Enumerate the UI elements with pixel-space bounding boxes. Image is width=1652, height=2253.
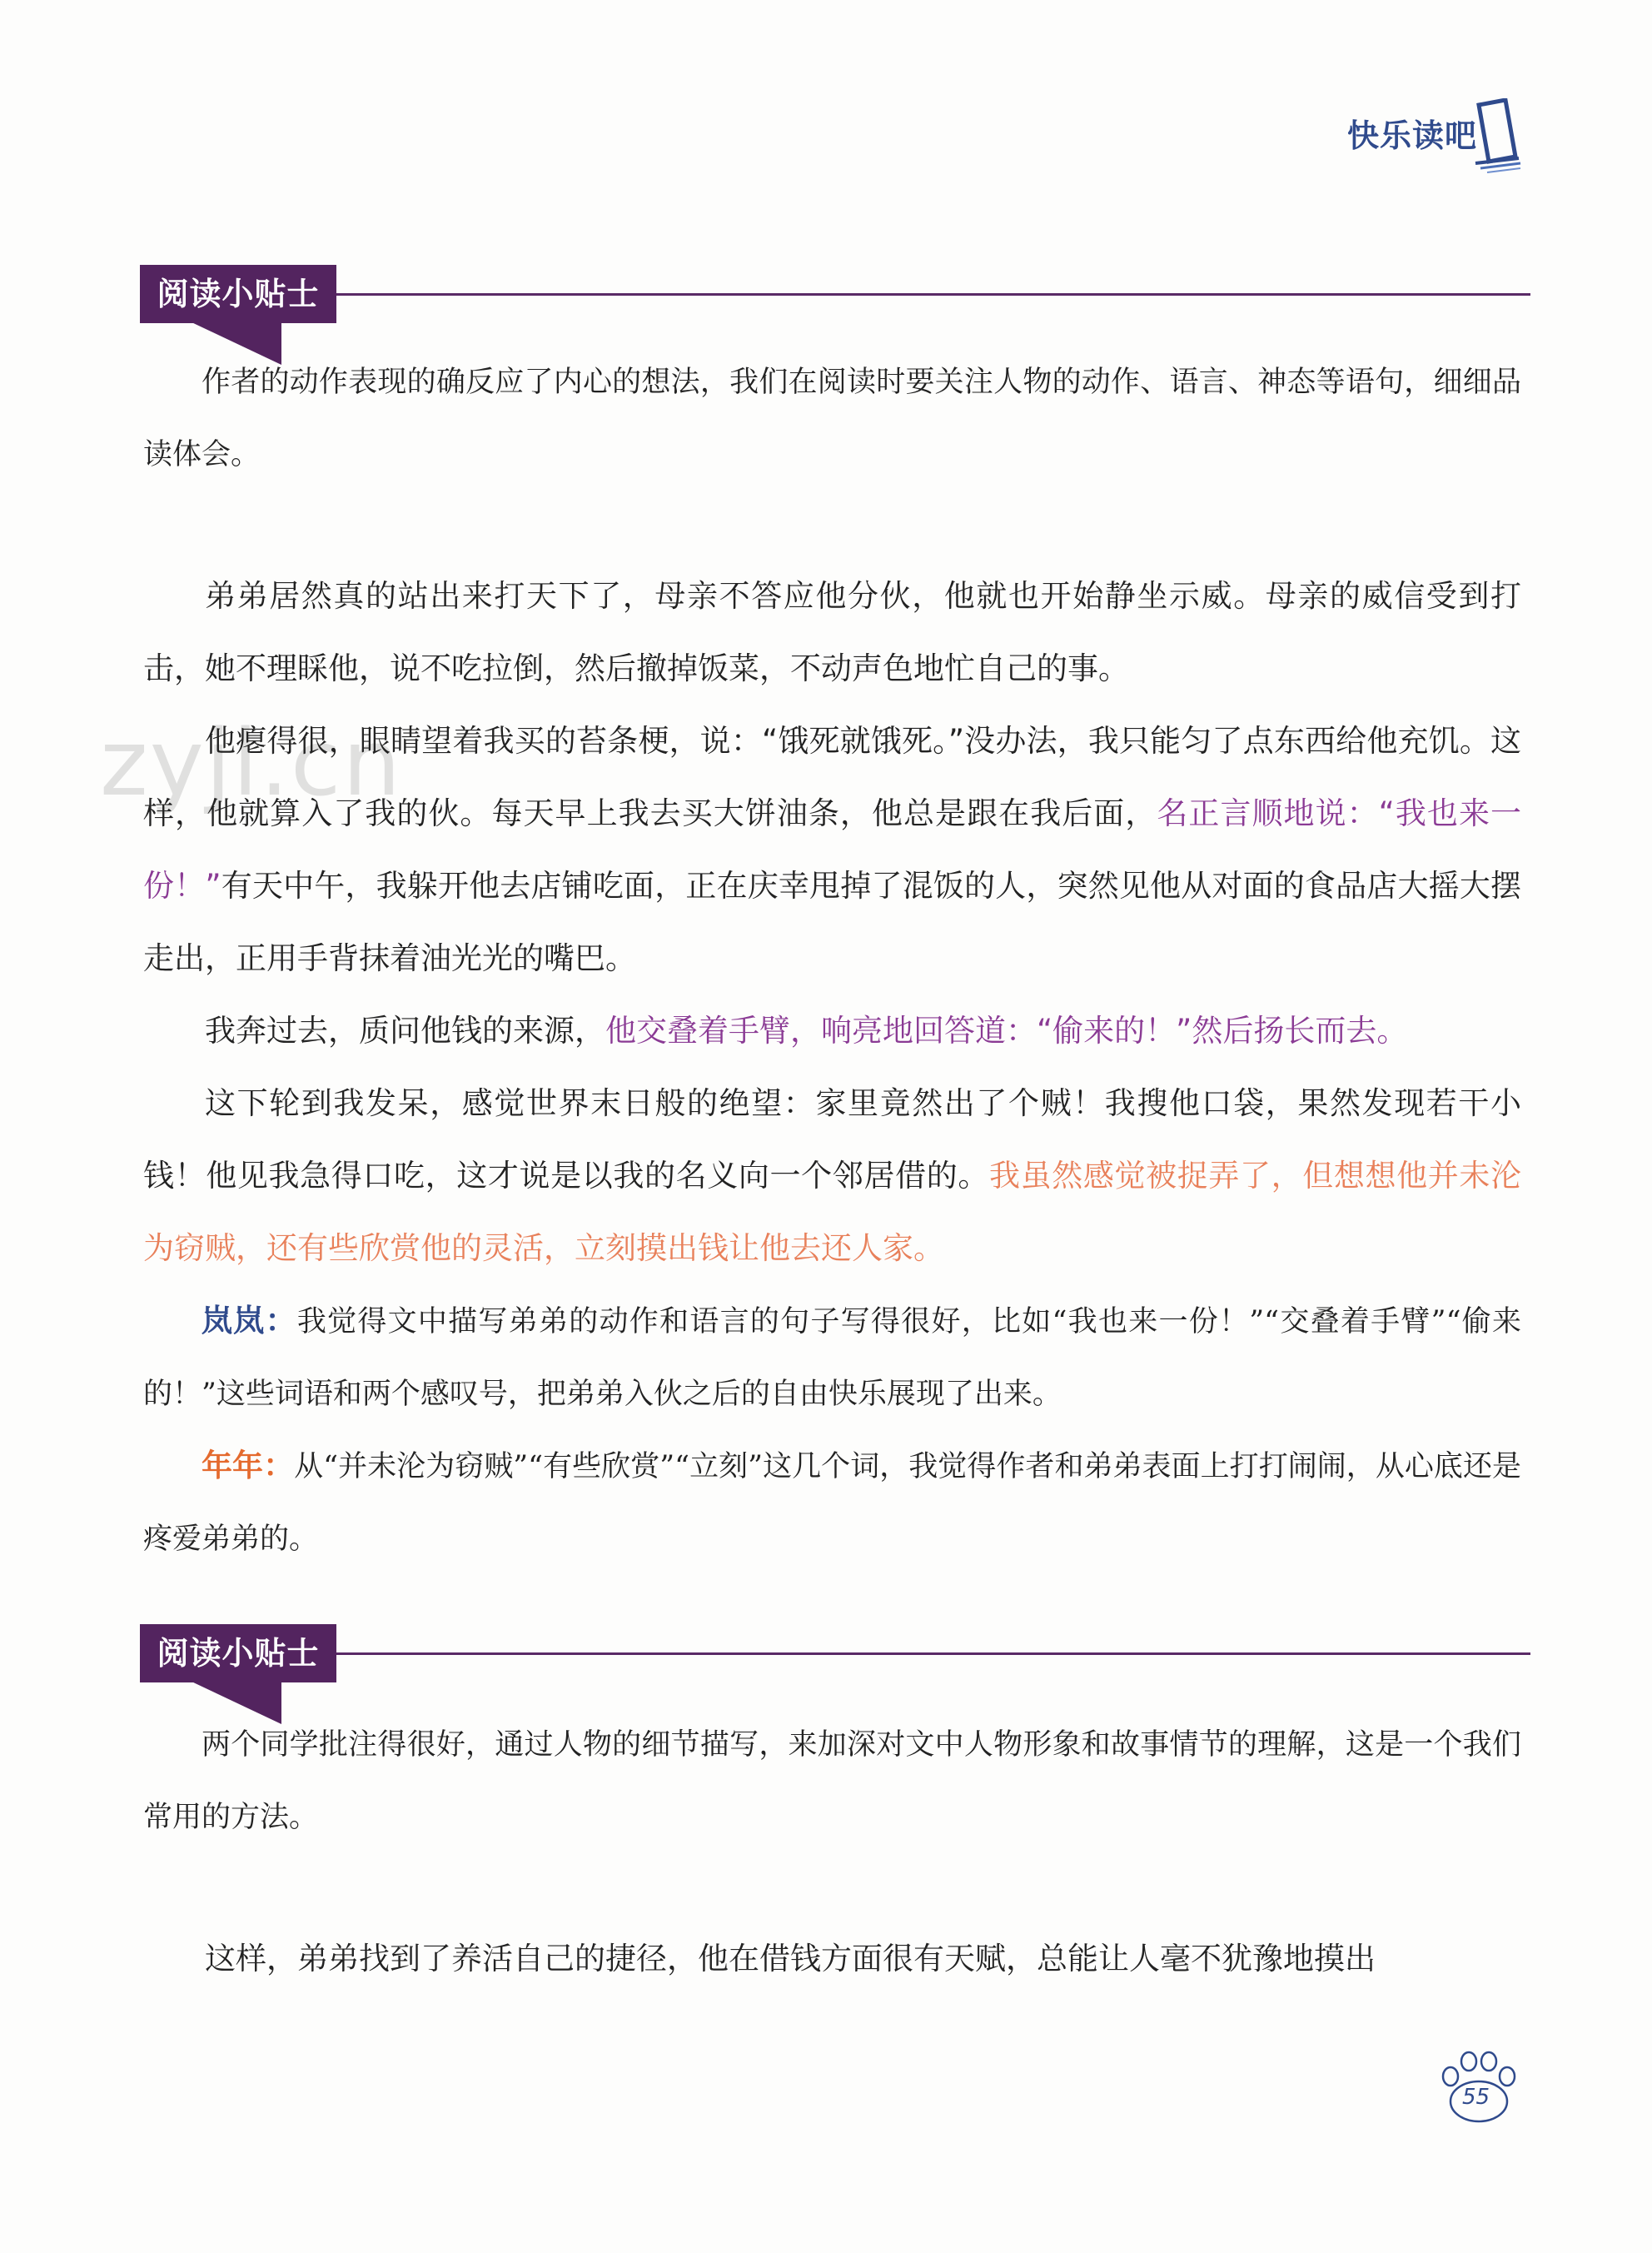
divider [336,1652,1530,1655]
watermark: zyjl.cn [100,710,403,816]
highlighted-text: 我虽然感觉被捉弄了，但想想他并未沦为窃贼，还有些欣赏他的灵活，立刻摸出钱让他去还人家。 [143,1158,1521,1266]
story-text: 有天中午，我躲开他去店铺吃面，正在庆幸甩掉了混饭的人，突然见他从对面的食品店大摇大摆走出，正用手背抹着油光光的嘴巴。 [143,868,1522,976]
student-comment [143,1429,1521,1576]
student-comment [143,1284,1521,1431]
reading-tip-text: 作者的动作表现的确反应了内心的想法，我们在阅读时要关注人物的动作、语言、神态等语句，细细品读体会。 [143,366,1521,471]
highlighted-text: 名正言顺地说：“我也来一份！” [143,795,1521,904]
commenter-name: 岚岚： [202,1303,297,1338]
divider [336,293,1530,296]
story-text: 我奔过去，质问他钱的来源， [205,1013,605,1049]
book-icon [1472,98,1522,173]
reading-tip-label: 阅读小贴士 [140,1624,336,1682]
commenter-name: 年年： [202,1448,295,1483]
section-logo [1347,98,1522,173]
comment-text: 从“并未沦为窃贼”“有些欣赏”“立刻”这几个词，我觉得作者和弟弟表面上打打闹闹，从心底还是疼爱弟弟的。 [143,1450,1521,1556]
reading-tip-label: 阅读小贴士 [140,265,336,323]
comment-text: 我觉得文中描写弟弟的动作和语言的句子写得很好，比如“我也来一份！”“交叠着手臂”“偷来的！”这些词语和两个感叹号，把弟弟入伙之后的自由快乐展现了出来。 [143,1305,1521,1411]
story-paragraph: 弟弟居然真的站出来打天下了，母亲不答应他分伙，他就也开始静坐示威。母亲的威信受到打击，她不理睬他，说不吃拉倒，然后撤掉饭菜，不动声色地忙自己的事。 [143,578,1521,686]
story-text: 他瘪得很，眼睛望着我买的苔条梗，说：“饿死就饿死。”没办法，我只能匀了点东西给他充饥。这样，他就算入了我的伙。每天早上我去买大饼油条，他总是跟在我后面， [143,723,1521,831]
story-paragraph [143,994,1521,1067]
story-text: 这下轮到我发呆，感觉世界末日般的绝望：家里竟然出了个贼！我搜他口袋，果然发现若干小钱！他见我急得口吃，这才说是以我的名义向一个邻居借的。 [143,1085,1521,1194]
page-number: 55 [1462,2085,1490,2110]
story-paragraph: 这样，弟弟找到了养活自己的捷径，他在借钱方面很有天赋，总能让人毫不犹豫地摸出 [205,1941,1376,1976]
story-paragraph [143,1067,1521,1284]
page-number-badge [1432,2045,1524,2128]
story-paragraph [143,705,1521,994]
section-title: 快乐读吧 [1347,117,1478,154]
reading-tip-text: 两个同学批注得很好，通过人物的细节描写，来加深对文中人物形象和故事情节的理解，这是一个我们常用的方法。 [143,1728,1521,1834]
highlighted-text: 他交叠着手臂，响亮地回答道：“偷来的！”然后扬长而去。 [605,1013,1408,1049]
